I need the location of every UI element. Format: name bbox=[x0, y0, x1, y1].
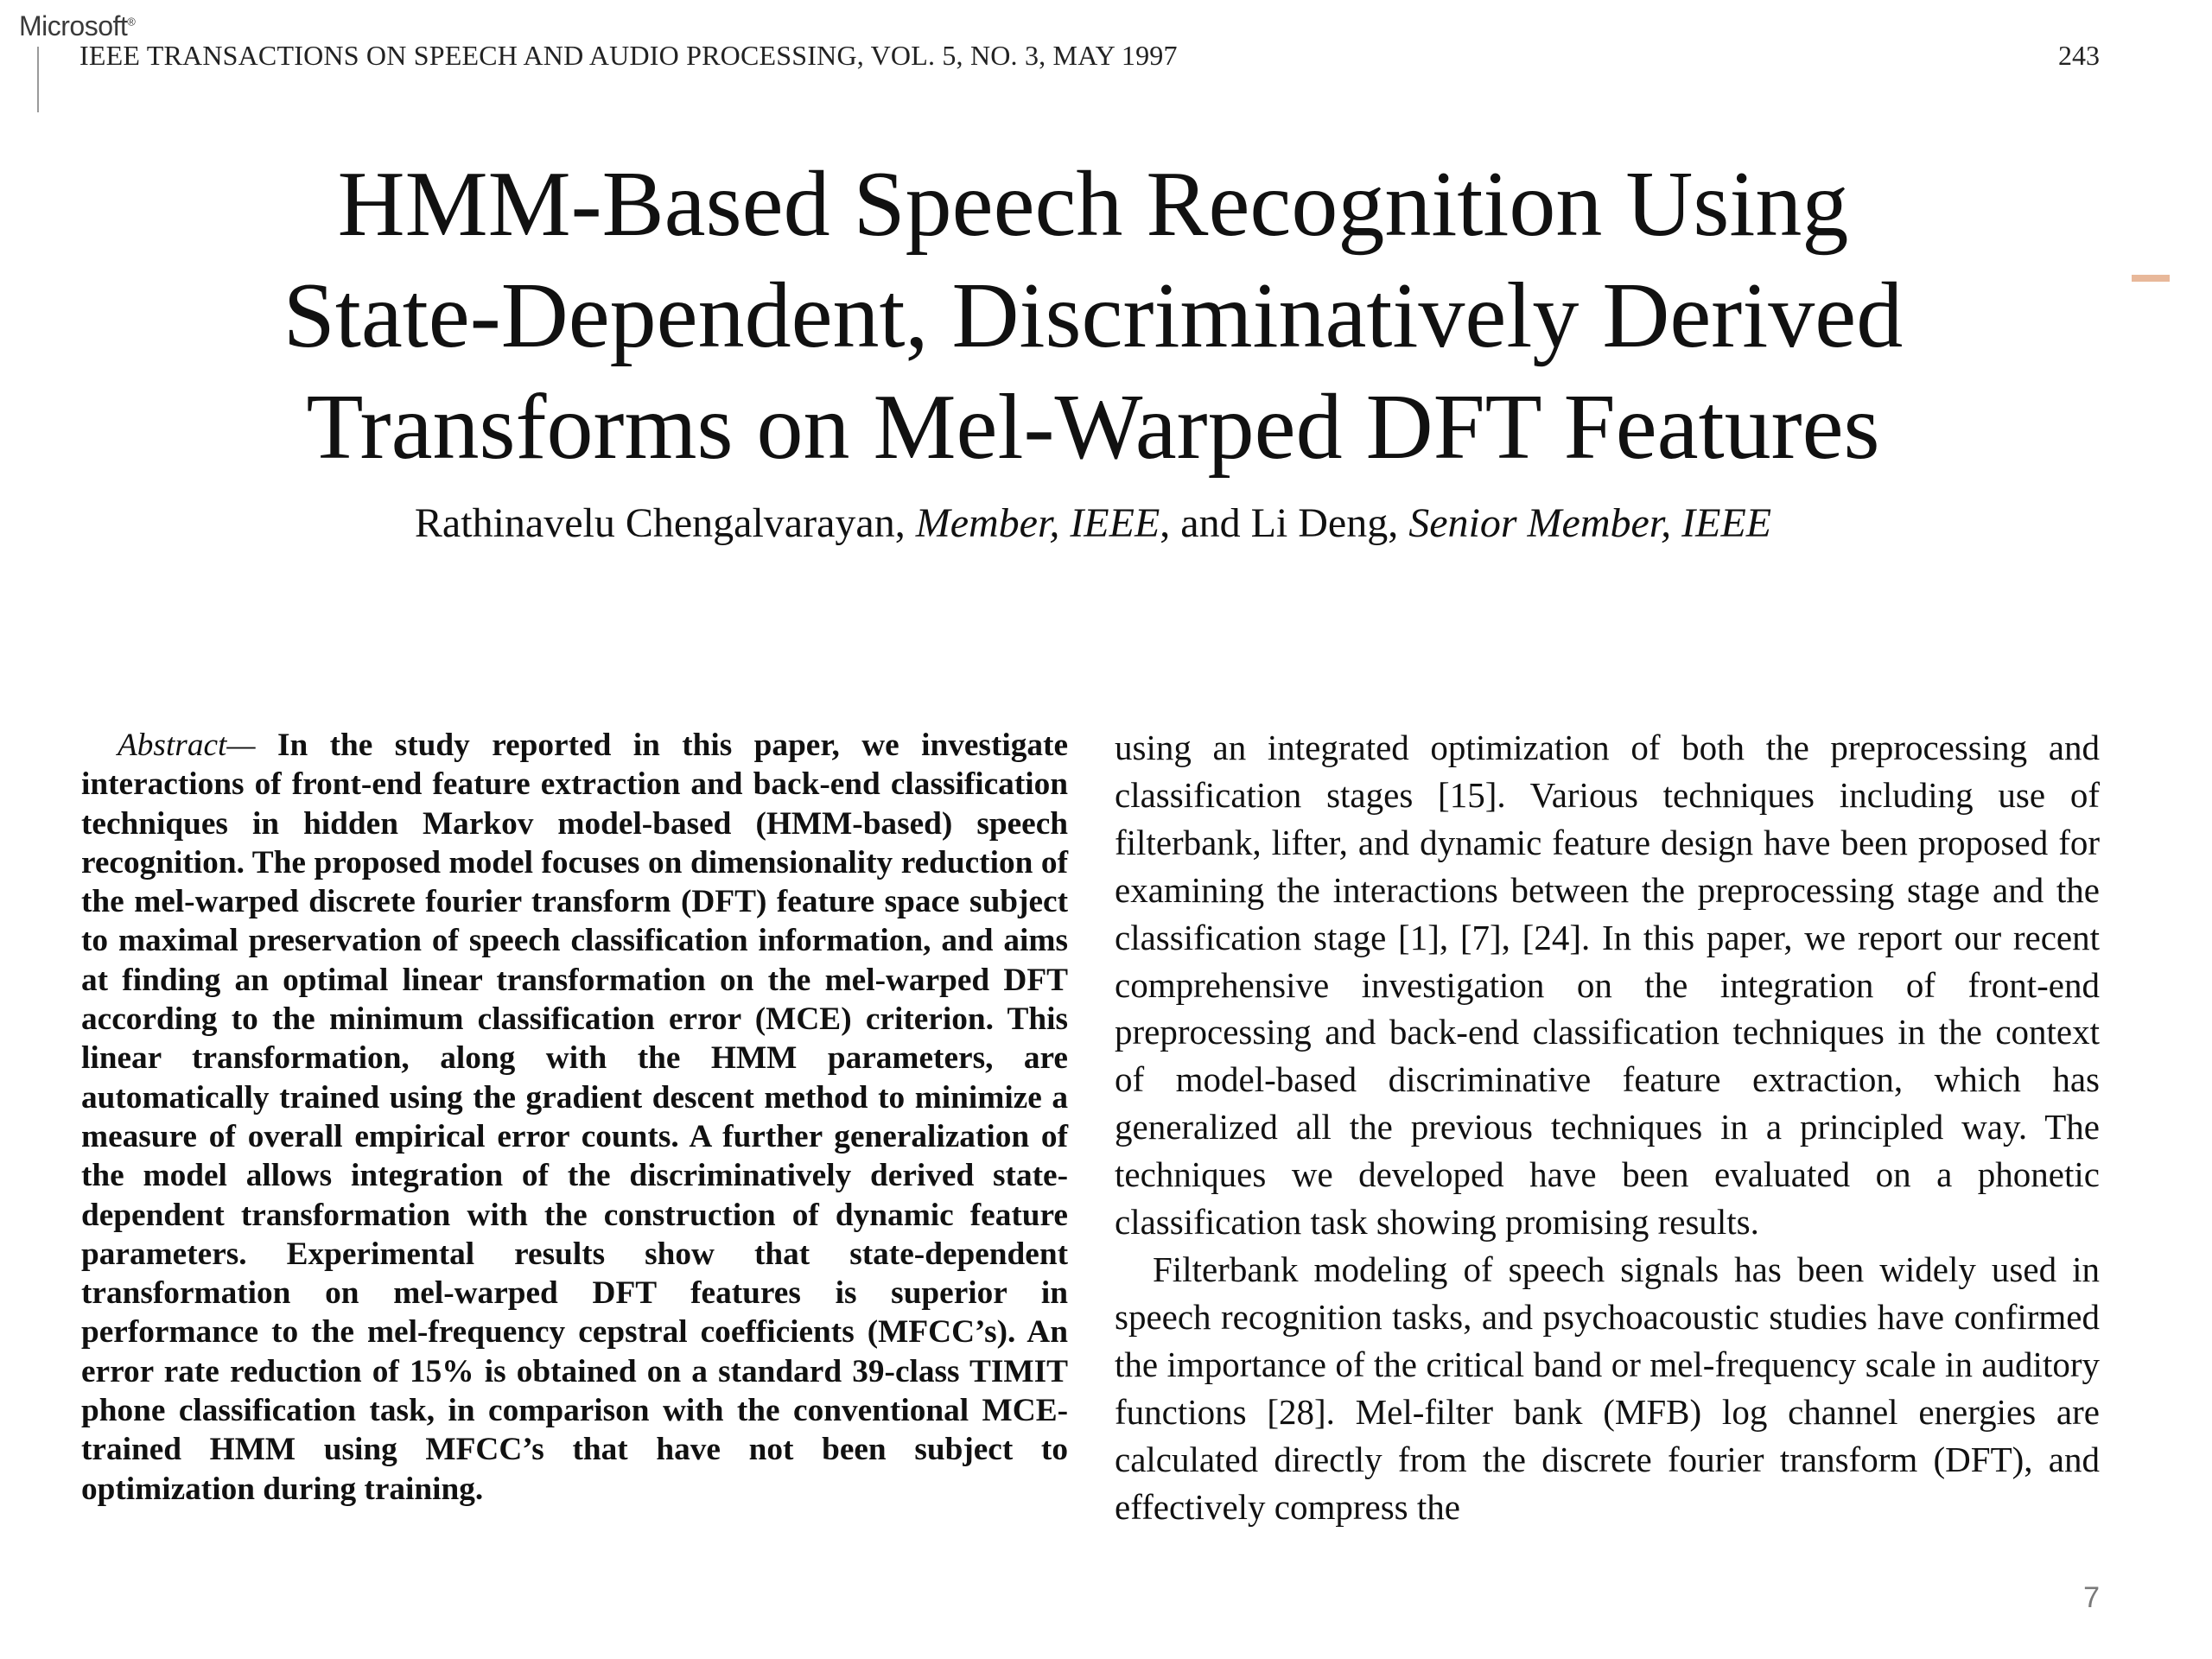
registered-mark: ® bbox=[127, 15, 136, 29]
author-1-role: Member, IEEE bbox=[915, 500, 1160, 546]
left-divider bbox=[37, 47, 39, 112]
author-2-name: and Li Deng bbox=[1180, 500, 1389, 546]
abstract-label: Abstract— bbox=[118, 728, 256, 763]
abstract-text: In the study reported in this paper, we investigate interactions of front-end feature extraction and back-end classification techniques in hidden Markov model-based (HMM-based) speech recognition. The proposed model focuses on dimensionality reduction of the mel-warped discrete fourier transform (DFT) feature space subject to maximal preservation of speech classification information, and aims at finding an optimal linear transformation on the mel-warped DFT according to the minimum classification error (MCE) criterion. This linear transformation, along with the HMM parameters, are automatically trained using the gradient descent method to minimize a measure of overall empirical error counts. A further generalization of the model allows integration of the discriminatively derived state-dependent transformation with the construction of dynamic feature parameters. Experimental results show that state-dependent transformation on mel-warped DFT features is superior in performance to the mel-frequency cepstral coefficients (MFCC’s). An error rate reduction of 15% is obtained on a standard 39-class TIMIT phone classification task, in comparison with the conventional MCE-trained HMM using MFCC’s that have not been subject to optimization during training. bbox=[81, 728, 1068, 1507]
running-head: IEEE TRANSACTIONS ON SPEECH AND AUDIO PROCESSING, VOL. 5, NO. 3, MAY 1997 bbox=[79, 40, 1178, 71]
page-number: 243 bbox=[2058, 40, 2100, 71]
body-paragraph-1: using an integrated optimization of both the preprocessing and classification stages [15]. Various techniques including use of filterbank, lifter, and dynamic feature design have been proposed for examining the interactions between the preprocessing stage and the classification stage [1], [7], [24]. In this paper, we report our recent comprehensive investigation on the integration of front-end preprocessing and back-end classification techniques in the context of model-based discriminative feature extraction, which has generalized all the previous techniques in a principled way. The techniques we developed have been evaluated on a phonetic classification task showing promising results. bbox=[1115, 728, 2100, 1243]
author-2-role: Senior Member, IEEE bbox=[1408, 500, 1772, 546]
body-column bbox=[1115, 724, 2100, 1571]
title-line-1: HMM-Based Speech Recognition Using bbox=[337, 153, 1849, 256]
logo-text: Microsoft bbox=[19, 10, 128, 41]
body-paragraph-2: Filterbank modeling of speech signals has been widely used in speech recognition tasks, and psychoacoustic studies have confirmed the importance of the critical band or mel-frequency scale in auditory functions [28]. Mel-filter bank (MFB) log channel energies are calculated directly from the discrete fourier transform (DFT), and effectively compress the bbox=[1115, 1249, 2100, 1527]
title-line-3: Transforms on Mel-Warped DFT Features bbox=[306, 376, 1880, 479]
author-line: Rathinavelu Chengalvarayan, Member, IEEE, and Li Deng, Senior Member, IEEE bbox=[414, 500, 1772, 546]
accent-bar bbox=[2132, 275, 2170, 282]
paper-title bbox=[86, 149, 2100, 483]
slide-number: 7 bbox=[2083, 1581, 2100, 1614]
author-1-name: Rathinavelu Chengalvarayan bbox=[414, 500, 895, 546]
title-line-2: State-Dependent, Discriminatively Derived bbox=[283, 264, 1904, 367]
microsoft-logo bbox=[19, 10, 135, 42]
abstract bbox=[81, 726, 1068, 1509]
